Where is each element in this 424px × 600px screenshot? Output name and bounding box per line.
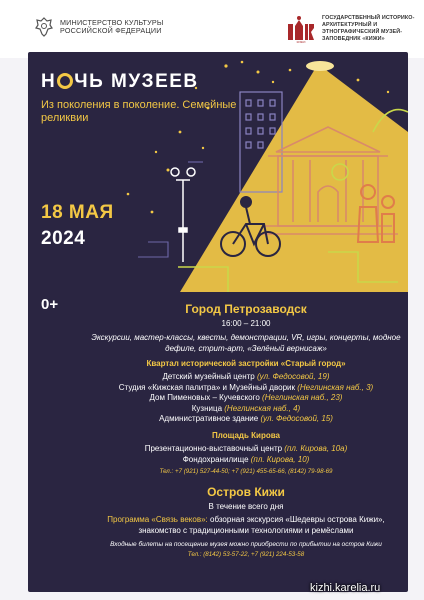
poster: [28, 52, 408, 592]
ministry-block: [34, 16, 170, 38]
city-time: 16:00 – 21:00: [221, 319, 271, 328]
moon-icon: [57, 73, 73, 89]
kizhi-tickets: Входные билеты на посещение музея можно приобрести по прибытии на остров Кижи: [110, 541, 382, 548]
ministry-name: МИНИСТЕРСТВО КУЛЬТУРЫ РОССИЙСКОЙ ФЕДЕРАЦИИ: [60, 17, 164, 35]
museum-logo: [286, 14, 316, 44]
list-item: Дом Пименовых – Кучевского (Неглинская наб., 23): [149, 393, 343, 402]
old-town-list: [88, 372, 404, 425]
city-activities: Экскурсии, мастер-классы, квесты, демонстрации, VR, игры, концерты, модное дефиле, стрит-арт, «Зелёный вернисаж»: [91, 333, 401, 353]
website-url[interactable]: kizhi.karelia.ru: [310, 582, 381, 594]
list-item: Фондохранилище (пл. Кирова, 10): [182, 454, 310, 464]
old-town-heading: Квартал исторической застройки «Старый город»: [146, 359, 346, 368]
museum-logo-text: КИЖИ: [296, 40, 306, 44]
list-item: Административное здание (ул. Федосовой, 15): [159, 414, 333, 423]
list-item: Кузница (Неглинская наб., 4): [191, 403, 301, 413]
kizhi-heading: Остров Кижи: [207, 485, 285, 499]
kizhi-phones: Тел.: (8142) 53-57-22, +7 (921) 224-53-58: [187, 551, 305, 558]
museum-name: ГОСУДАРСТВЕННЫЙ ИСТОРИКО-АРХИТЕКТУРНЫЙ И ЭТНОГРАФИЧЕСКИЙ МУЗЕЙ-ЗАПОВЕДНИК «КИЖИ»: [322, 15, 415, 42]
age-rating: 0+: [41, 296, 59, 313]
program-text: обзорная экскурсия «Шедевры острова Кижи», знакомство с традиционными технологиями и ремёслами: [138, 515, 385, 535]
header-bar: [0, 0, 424, 58]
list-item: Презентационно-выставочный центр (пл. Кирова, 10а): [144, 444, 348, 453]
event-date: 18 МАЯ: [41, 202, 114, 223]
poster-title: [41, 71, 199, 93]
kirov-list: [88, 444, 404, 465]
event-year: 2024: [41, 228, 86, 249]
title-rest: ЧЬ МУЗЕЕВ: [74, 71, 199, 92]
list-item: Студия «Кижская палитра» и Музейный дворик (Неглинская наб., 3): [118, 382, 374, 392]
kizhi-program: [88, 515, 404, 536]
coat-of-arms-icon: [34, 16, 54, 38]
street-lamp-icon: [171, 168, 195, 262]
city-heading: Город Петрозаводск: [185, 302, 307, 316]
kirov-heading: Площадь Кирова: [212, 431, 280, 440]
poster-subtitle: Из поколения в поколение. Семейные реликвии: [41, 99, 237, 124]
city-phones: Тел.: +7 (921) 527-44-50; +7 (921) 455-65-66, (8142) 79-98-69: [159, 468, 333, 475]
kizhi-time: В течение всего дня: [208, 502, 284, 511]
lamp-icon: [306, 61, 334, 71]
line-decor: [138, 162, 203, 257]
museum-block: [286, 14, 422, 44]
title-letter-n: Н: [41, 71, 57, 92]
list-item: Детский музейный центр (ул. Федосовой, 19): [162, 372, 330, 381]
program-label: Программа «Связь веков»:: [107, 515, 208, 524]
